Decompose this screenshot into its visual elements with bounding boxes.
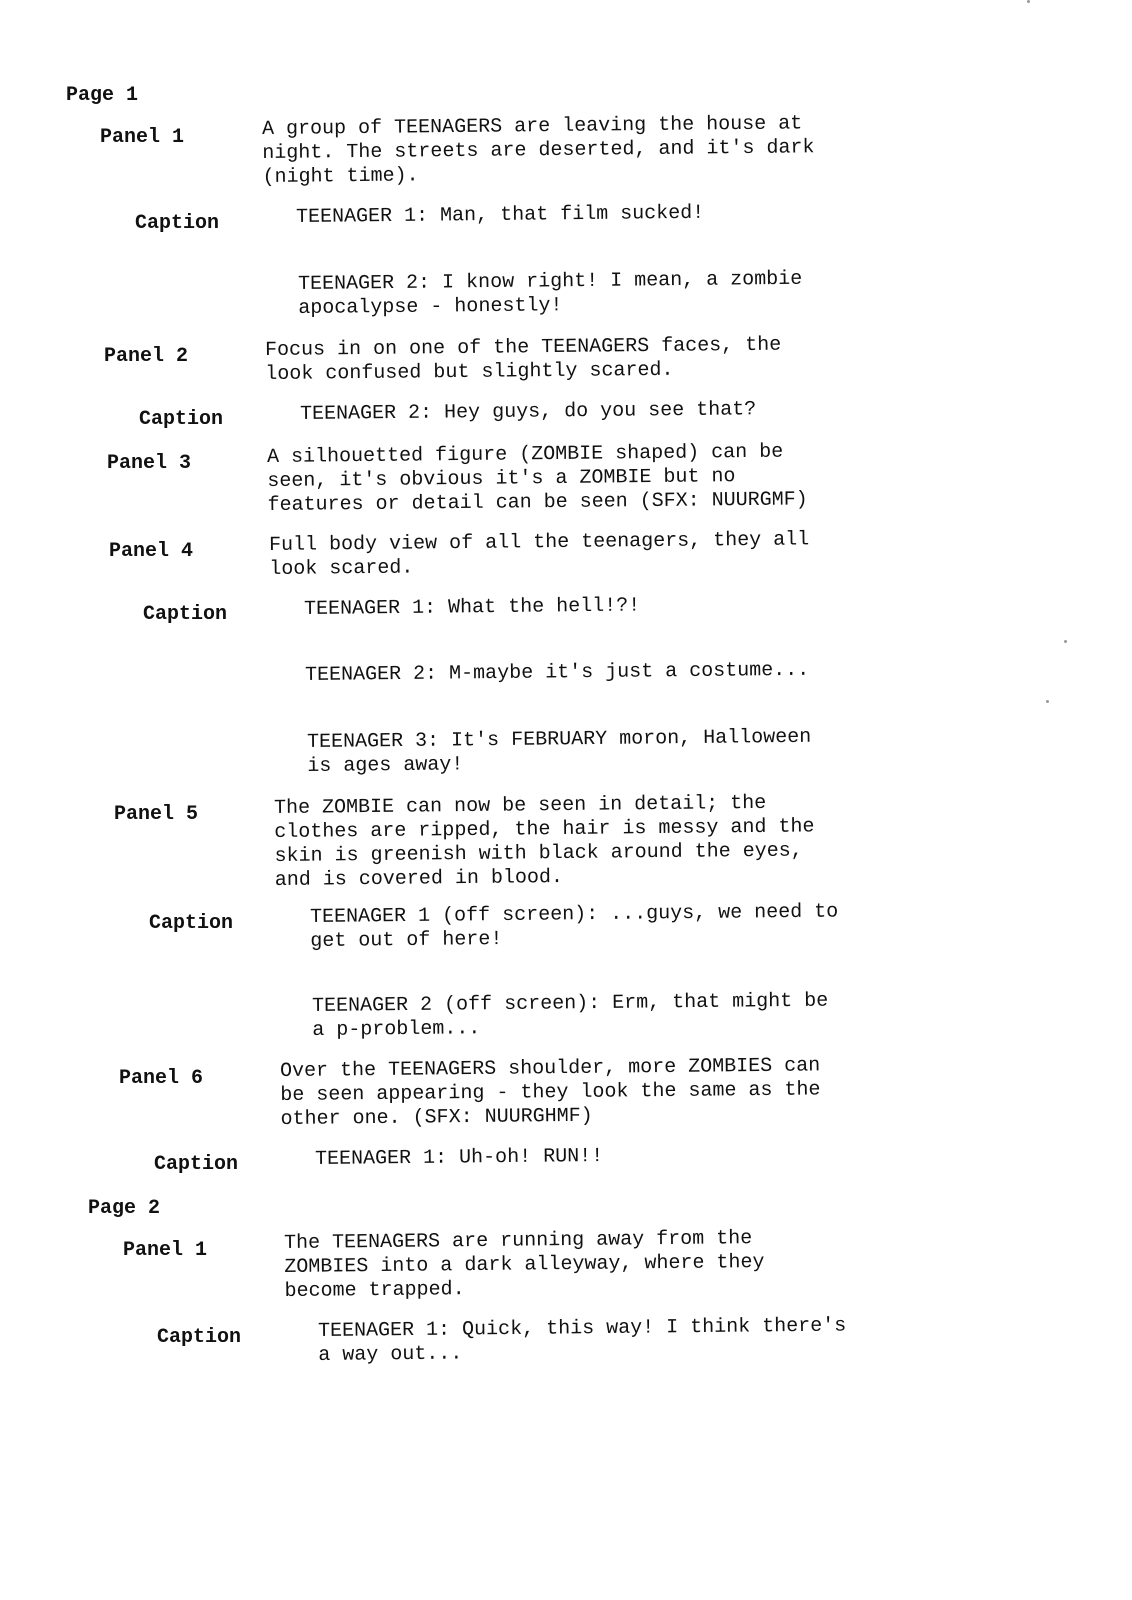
caption-label: Caption xyxy=(143,603,228,626)
panel-description: A group of TEENAGERS are leaving the house at night. The streets are deserted, and it's dark (night time). xyxy=(262,112,815,189)
scan-speck xyxy=(1027,0,1030,3)
page-heading: Page 2 xyxy=(88,1197,161,1220)
panel-description: Focus in on one of the TEENAGERS faces, the look confused but slightly scared. xyxy=(265,333,782,386)
panel-description: Full body view of all the teenagers, they all look scared. xyxy=(269,528,810,581)
panel-label: Panel 5 xyxy=(114,803,199,826)
caption-label: Caption xyxy=(157,1326,242,1349)
scan-speck xyxy=(1046,700,1049,703)
dialogue-line: TEENAGER 1: Uh-oh! RUN!! xyxy=(315,1144,604,1171)
panel-label: Panel 2 xyxy=(104,345,189,368)
panel-description: The ZOMBIE can now be seen in detail; the clothes are ripped, the hair is messy and the skin is greenish with black around the eyes, and is covered in blood. xyxy=(274,791,815,892)
dialogue-line: TEENAGER 2: I know right! I mean, a zombie apocalypse - honestly! xyxy=(298,267,803,320)
panel-label: Panel 3 xyxy=(107,452,192,475)
page-heading: Page 1 xyxy=(66,84,139,107)
panel-description: A silhouetted figure (ZOMBIE shaped) can be seen, it's obvious it's a ZOMBIE but no features or detail can be seen (SFX: NUURGMF) xyxy=(267,440,808,517)
caption-label: Caption xyxy=(135,212,220,235)
panel-label: Panel 4 xyxy=(109,540,194,563)
caption-label: Caption xyxy=(154,1153,239,1176)
caption-label: Caption xyxy=(149,912,234,935)
panel-label: Panel 1 xyxy=(100,126,185,149)
dialogue-line: TEENAGER 2 (off screen): Erm, that might be a p-problem... xyxy=(312,989,829,1042)
dialogue-line: TEENAGER 3: It's FEBRUARY moron, Halloween is ages away! xyxy=(307,725,812,778)
panel-label: Panel 1 xyxy=(123,1239,208,1262)
dialogue-line: TEENAGER 2: M-maybe it's just a costume... xyxy=(305,658,810,687)
panel-label: Panel 6 xyxy=(119,1067,204,1090)
panel-description: Over the TEENAGERS shoulder, more ZOMBIES can be seen appearing - they look the same as the other one. (SFX: NUURGHMF) xyxy=(280,1054,821,1131)
dialogue-line: TEENAGER 1: What the hell!?! xyxy=(304,594,641,621)
caption-label: Caption xyxy=(139,408,224,431)
scan-speck xyxy=(1064,640,1067,643)
dialogue-line: TEENAGER 1 (off screen): ...guys, we need to get out of here! xyxy=(310,900,839,953)
dialogue-line: TEENAGER 1: Man, that film sucked! xyxy=(296,201,705,229)
panel-description: The TEENAGERS are running away from the ZOMBIES into a dark alleyway, where they become trapped. xyxy=(284,1227,765,1303)
dialogue-line: TEENAGER 2: Hey guys, do you see that? xyxy=(300,398,757,426)
dialogue-line: TEENAGER 1: Quick, this way! I think there's a way out... xyxy=(318,1314,847,1367)
